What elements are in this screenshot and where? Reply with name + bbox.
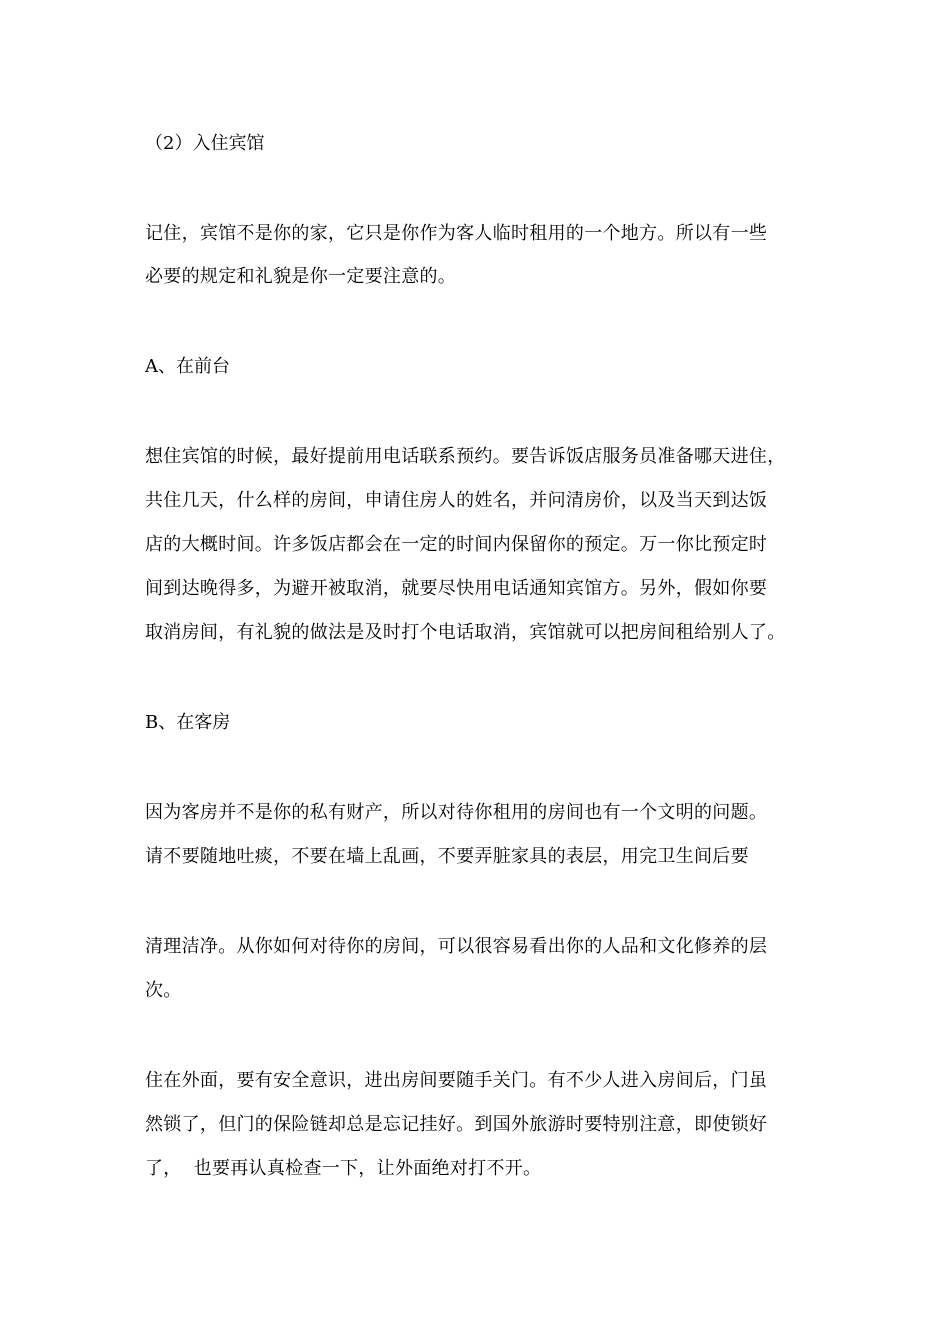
guest-room-line-4: 次。 — [145, 980, 182, 1001]
subheading-guest-room: B、在客房 — [145, 712, 231, 733]
section-heading: （2）入住宾馆 — [145, 133, 265, 154]
guest-room-line-1: 因为客房并不是你的私有财产，所以对待你租用的房间也有一个文明的问题。 — [145, 802, 768, 823]
subheading-front-desk: A、在前台 — [145, 356, 230, 377]
intro-line-2: 必要的规定和礼貌是你一定要注意的。 — [145, 266, 457, 287]
front-desk-line-4: 间到达晚得多，为避开被取消，就要尽快用电话通知宾馆方。另外，假如你要 — [145, 578, 768, 599]
guest-room-line-2: 请不要随地吐痰，不要在墙上乱画，不要弄脏家具的表层，用完卫生间后要 — [145, 846, 749, 867]
front-desk-line-3: 店的大概时间。许多饭店都会在一定的时间内保留你的预定。万一你比预定时 — [145, 534, 768, 555]
safety-line-3: 了， 也要再认真检查一下，让外面绝对打不开。 — [145, 1158, 542, 1179]
safety-line-2: 然锁了，但门的保险链却总是忘记挂好。到国外旅游时要特别注意，即使锁好 — [145, 1114, 768, 1135]
safety-line-1: 住在外面，要有安全意识，进出房间要随手关门。有不少人进入房间后，门虽 — [145, 1070, 768, 1091]
front-desk-line-1: 想住宾馆的时候，最好提前用电话联系预约。要告诉饭店服务员准备哪天进住， — [145, 446, 786, 467]
front-desk-line-5: 取消房间，有礼貌的做法是及时打个电话取消，宾馆就可以把房间租给别人了。 — [145, 622, 786, 643]
guest-room-line-3: 清理洁净。从你如何对待你的房间，可以很容易看出你的人品和文化修养的层 — [145, 936, 768, 957]
intro-line-1: 记住，宾馆不是你的家，它只是你作为客人临时租用的一个地方。所以有一些 — [145, 223, 768, 244]
front-desk-line-2: 共住几天，什么样的房间，申请住房人的姓名，并问清房价，以及当天到达饭 — [145, 490, 768, 511]
